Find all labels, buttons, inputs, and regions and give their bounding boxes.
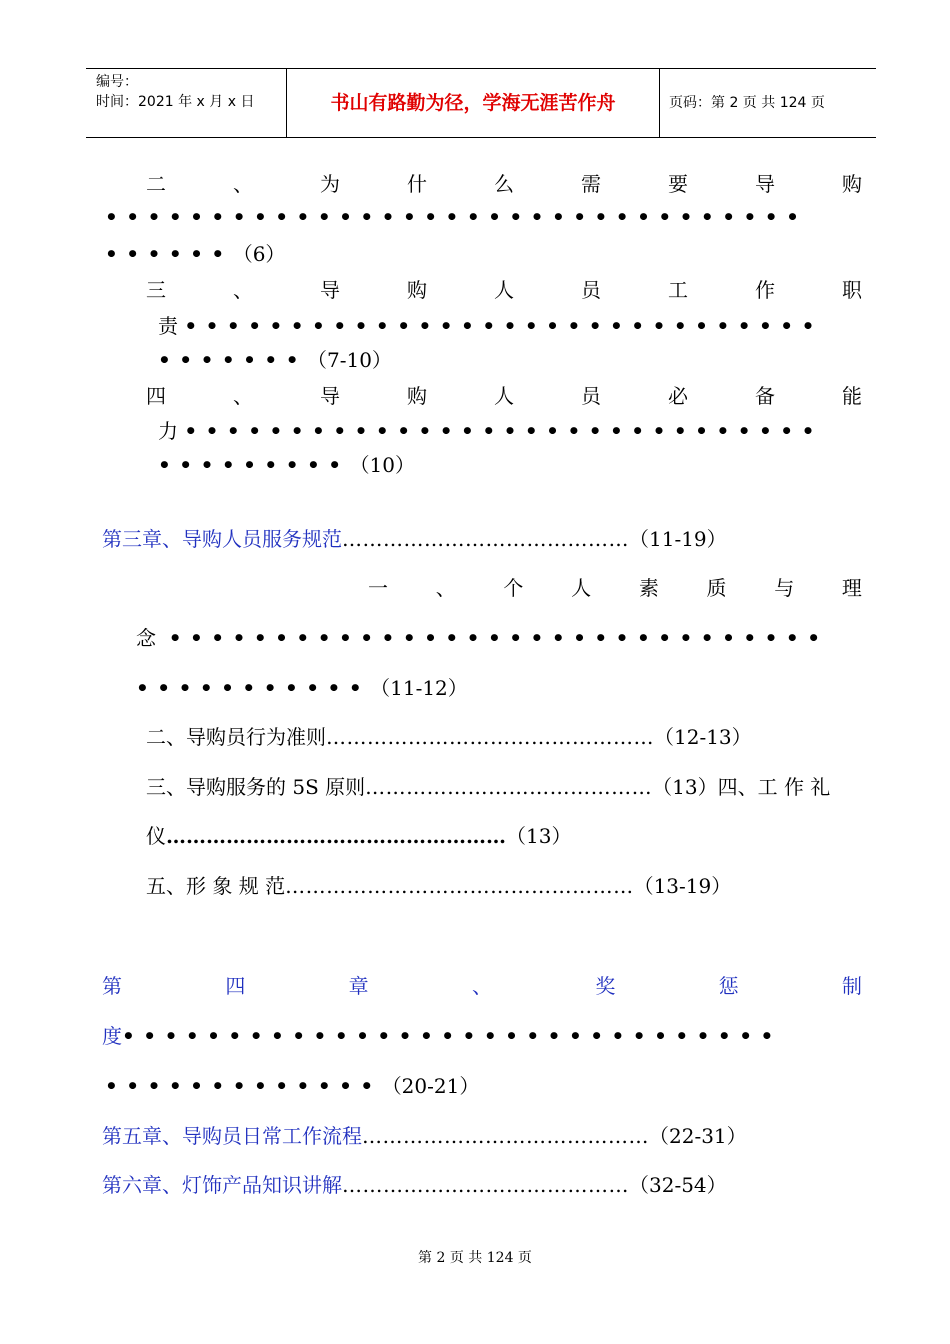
page-ref: （7-10） <box>306 348 392 372</box>
spaced-char: 章 <box>348 974 369 998</box>
page-ref: （22-31） <box>649 1124 747 1148</box>
spaced-char: 一 <box>368 576 388 600</box>
spaced-char: 备 <box>755 384 775 408</box>
leader-dots: ••••••••••••• <box>105 1074 382 1098</box>
spaced-char: 什 <box>407 172 427 196</box>
spaced-char: 奖 <box>595 974 616 998</box>
leader-dots: …………………………………… <box>342 1173 629 1197</box>
tail-char[interactable]: 度 <box>102 1024 122 1048</box>
spaced-char: 惩 <box>718 974 739 998</box>
item-title: 仪 <box>146 824 166 848</box>
page-ref: （6） <box>232 242 286 266</box>
item-title: 三、导购服务的 5S 原则 <box>146 775 366 799</box>
toc-c2-item3-line2 <box>158 310 823 339</box>
tail-char: 念 <box>136 626 156 650</box>
page-info: 页码：第 2 页 共 124 页 <box>669 95 825 111</box>
spaced-char: 为 <box>320 172 340 196</box>
spaced-char: 二 <box>146 172 166 196</box>
spaced-char: 需 <box>581 172 601 196</box>
leader-dots: ………………………………………… <box>326 725 654 749</box>
spaced-char: 、 <box>233 172 253 196</box>
spaced-char: 素 <box>638 576 659 600</box>
spaced-char: 、 <box>435 576 456 600</box>
leader-dots: •••••••••••••••••••••••••••••• <box>184 314 823 338</box>
spaced-char: 要 <box>668 172 688 196</box>
spaced-char: 么 <box>494 172 514 196</box>
toc-c2-item4-line3 <box>158 449 415 478</box>
toc-ch3-item1-chars <box>368 572 862 601</box>
spaced-char: 理 <box>841 576 862 600</box>
time-label: 时间：2021 年 x 月 x 日 <box>96 94 255 110</box>
spaced-char: 质 <box>706 576 727 600</box>
page-footer: 第 2 页 共 124 页 <box>418 1250 532 1266</box>
spaced-char: 人 <box>494 278 514 302</box>
toc-c2-item3-chars <box>146 274 862 303</box>
toc-c2-item4-line2 <box>158 415 823 444</box>
toc-ch3-item4 <box>146 820 571 849</box>
page-ref: （11-12） <box>370 676 468 700</box>
tail-char: 力 <box>158 419 178 443</box>
page-ref: （13）四、工 作 礼 <box>652 775 831 799</box>
toc-ch3-item5 <box>146 870 731 899</box>
spaced-char: 作 <box>755 278 775 302</box>
spaced-char: 人 <box>571 576 592 600</box>
toc-c2-item3-line3 <box>158 344 392 373</box>
spaced-char: 四 <box>146 384 166 408</box>
page-header <box>86 68 876 138</box>
toc-ch4-line3 <box>105 1070 479 1099</box>
toc-c2-item2-line2 <box>105 238 285 267</box>
spaced-char: 人 <box>494 384 514 408</box>
page-ref: （10） <box>349 453 416 477</box>
spaced-char: 必 <box>668 384 688 408</box>
toc-ch6[interactable] <box>102 1169 727 1198</box>
toc-ch3-item2 <box>146 721 752 750</box>
chapter-title-link[interactable]: 第三章、导购人员服务规范 <box>102 527 342 551</box>
leader-dots: •••••• <box>105 242 233 266</box>
spaced-char: 购 <box>842 172 862 196</box>
leader-dots: …………………………………………… <box>285 874 634 898</box>
toc-ch3-item1-line3 <box>136 672 468 701</box>
motto: 书山有路勤为径，学海无涯苦作舟 <box>287 69 660 137</box>
spaced-char: 制 <box>841 974 862 998</box>
item-title: 五、形 象 规 范 <box>146 874 286 898</box>
tail-char: 责 <box>158 314 178 338</box>
spaced-char: 四 <box>225 974 246 998</box>
leader-dots: ••••••• <box>158 348 307 372</box>
spaced-char: 能 <box>842 384 862 408</box>
spaced-char: 、 <box>233 278 253 302</box>
spaced-char: 职 <box>842 278 862 302</box>
toc-ch4-line2 <box>102 1020 782 1049</box>
page-ref: （32-54） <box>629 1173 727 1197</box>
spaced-char: 三 <box>146 278 166 302</box>
spaced-char: 个 <box>503 576 524 600</box>
spaced-char: 员 <box>581 278 601 302</box>
spaced-char: 员 <box>581 384 601 408</box>
toc-c2-item4-chars <box>146 380 862 409</box>
leader-dots: ••••••••••••••••••••••••••••••• <box>122 1024 782 1048</box>
chapter-title-link[interactable]: 第六章、灯饰产品知识讲解 <box>102 1173 342 1197</box>
spaced-char: 第 <box>102 974 122 998</box>
leader-dots: …………………………………… <box>365 775 653 799</box>
toc-ch4-chars[interactable] <box>102 970 862 999</box>
leader-dots: •••••••••••••••••••••••••••••• <box>184 419 823 443</box>
spaced-char: 、 <box>471 974 492 998</box>
toc-ch3-item1-line2 <box>136 622 829 651</box>
leader-dots: …………………………………………… <box>166 824 506 848</box>
spaced-char: 导 <box>320 278 340 302</box>
header-meta <box>86 69 287 137</box>
leader-dots: ••••••••••••••••••••••••••••••• <box>168 626 829 650</box>
leader-dots: ••••••••••• <box>136 676 371 700</box>
spaced-char: 与 <box>774 576 795 600</box>
spaced-char: 购 <box>407 384 427 408</box>
spaced-char: 工 <box>668 278 688 302</box>
number-label: 编号： <box>96 74 138 90</box>
spaced-char: 导 <box>755 172 775 196</box>
item-title: 二、导购员行为准则 <box>146 725 326 749</box>
spaced-char: 导 <box>320 384 340 408</box>
leader-dots: …………………………………… <box>342 527 629 551</box>
leader-dots: ••••••••• <box>158 453 350 477</box>
toc-ch5[interactable] <box>102 1120 747 1149</box>
spaced-char: 购 <box>407 278 427 302</box>
page-ref: （13） <box>506 824 572 848</box>
page-ref: （12-13） <box>654 725 752 749</box>
toc-ch3[interactable] <box>102 523 727 552</box>
chapter-title-link[interactable]: 第五章、导购员日常工作流程 <box>102 1124 362 1148</box>
leader-dots: …………………………………… <box>362 1124 649 1148</box>
page-ref: （20-21） <box>381 1074 480 1098</box>
toc-c2-item2-chars <box>146 168 862 197</box>
spaced-char: 、 <box>233 384 253 408</box>
toc-ch3-item3 <box>146 771 830 800</box>
toc-c2-item2-dots: ••••••••••••••••••••••••••••••••• <box>105 205 808 229</box>
page-ref: （11-19） <box>629 527 727 551</box>
page-ref: （13-19） <box>633 874 732 898</box>
